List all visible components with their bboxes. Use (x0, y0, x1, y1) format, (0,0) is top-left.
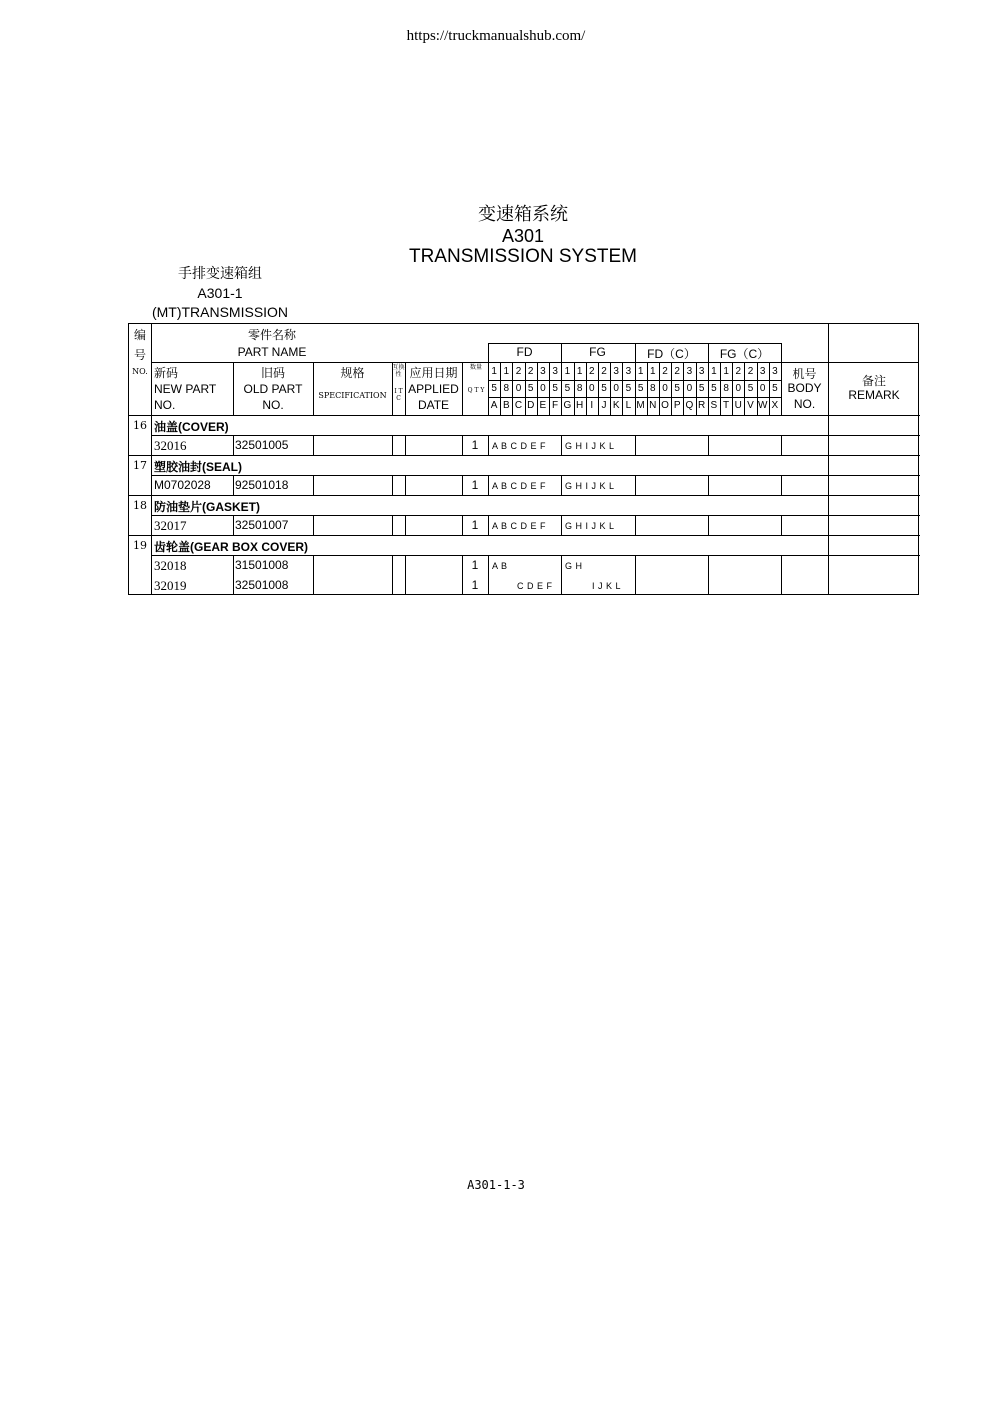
model-digit-top: 3 (772, 366, 778, 377)
model-letter: L (625, 400, 632, 411)
model-digit-bottom: 5 (637, 383, 644, 394)
remark-header-en: REMARK (848, 388, 900, 402)
model-letter: F (552, 400, 559, 411)
model-letter: G (563, 400, 572, 411)
divider (313, 435, 314, 455)
date-header-en2: DATE (417, 398, 450, 412)
new-part-number: 32018 (154, 558, 187, 573)
old-part-number: 92501018 (235, 478, 289, 492)
divider (781, 555, 782, 595)
model-letter: B (502, 400, 510, 411)
model-digit-bottom: 0 (759, 383, 766, 394)
fg-applicability: I J K L (592, 581, 622, 591)
date-header-cn: 应用日期 (409, 366, 458, 380)
model-digit-bottom: 0 (613, 383, 619, 394)
divider (488, 475, 489, 495)
model-letter: N (649, 400, 657, 411)
model-letter: J (601, 400, 607, 411)
model-letter: H (575, 400, 584, 411)
model-digit-bottom: 0 (662, 383, 668, 394)
divider (561, 435, 562, 455)
divider (708, 555, 709, 595)
divider (151, 535, 152, 555)
model-letter: A (490, 400, 498, 411)
fg-applicability: G H I J K L (565, 441, 615, 451)
model-group-label: FD（C） (647, 347, 696, 361)
divider (561, 555, 562, 595)
model-digit-bottom: 5 (747, 383, 754, 394)
model-letter: M (636, 400, 645, 411)
fd-applicability: A B C D E F (492, 441, 547, 451)
model-letter: C (514, 400, 523, 411)
new-part-number: M0702028 (154, 478, 211, 492)
model-letter: V (747, 400, 754, 411)
model-letter: K (612, 400, 620, 411)
divider (313, 555, 314, 595)
row-divider (151, 555, 920, 556)
model-digit-top: 1 (503, 366, 510, 377)
page-number: A301-1-3 (467, 1178, 525, 1192)
model-letter: W (757, 400, 768, 411)
divider (151, 455, 152, 475)
divider (828, 495, 829, 515)
model-digit-top: 3 (625, 366, 632, 377)
body-header-en2: NO. (793, 397, 816, 411)
divider (488, 435, 489, 455)
model-digit-top: 2 (515, 366, 522, 377)
model-digit-top: 1 (723, 366, 729, 377)
group-part-name: 塑胶油封(SEAL) (154, 460, 242, 474)
row-divider (151, 435, 920, 436)
no-header-cn2: 号 (133, 348, 146, 362)
interchange-header-en: I T C (394, 388, 403, 402)
model-digit-top: 2 (674, 366, 680, 377)
divider (708, 515, 709, 535)
divider (635, 515, 636, 535)
model-letter: I (590, 400, 594, 411)
model-digit-top: 3 (686, 366, 693, 377)
divider (151, 435, 152, 455)
old-part-header-en2: NO. (262, 398, 284, 412)
divider (405, 515, 406, 535)
divider (708, 475, 709, 495)
title-english: TRANSMISSION SYSTEM (408, 246, 638, 267)
group-number: 16 (133, 419, 147, 432)
group-divider (129, 495, 920, 496)
model-letter: S (710, 400, 718, 411)
no-header-cn1: 编 (133, 328, 146, 342)
quantity: 1 (471, 558, 479, 572)
group-part-name: 油盖(COVER) (154, 420, 229, 434)
model-digit-top: 3 (552, 366, 558, 377)
row-divider (151, 515, 920, 516)
subtitle-code: A301-1 (197, 285, 243, 301)
spec-header-cn: 规格 (340, 366, 365, 380)
old-part-number: 32501005 (235, 438, 289, 452)
divider (313, 475, 314, 495)
divider (781, 515, 782, 535)
divider (828, 535, 829, 555)
old-part-header-en1: OLD PART (243, 382, 303, 396)
model-digit-top: 1 (564, 366, 571, 377)
divider (828, 415, 829, 435)
model-digit-bottom: 0 (735, 383, 742, 394)
page-title (370, 204, 676, 268)
divider (392, 555, 393, 595)
divider (561, 515, 562, 535)
group-part-name: 齿轮盖(GEAR BOX COVER) (154, 540, 309, 554)
divider (151, 495, 152, 515)
model-digit-bottom: 8 (723, 383, 729, 394)
model-letter: D (527, 400, 535, 411)
model-digit-top: 2 (527, 366, 534, 377)
old-part-header-cn: 旧码 (260, 366, 285, 380)
divider (828, 455, 829, 475)
subtitle-chinese: 手排变速箱组 (178, 266, 262, 282)
parts-table (128, 323, 919, 595)
group-divider (129, 415, 920, 416)
model-digit-bottom: 5 (698, 383, 705, 394)
spec-header-en: SPECIFICATION (318, 391, 387, 400)
new-part-header-cn: 新码 (154, 366, 179, 380)
divider (405, 555, 406, 595)
model-digit-bottom: 0 (540, 383, 546, 394)
model-digit-bottom: 5 (625, 383, 632, 394)
old-part-number: 32501007 (235, 518, 289, 532)
model-digit-top: 1 (637, 366, 644, 377)
divider (488, 515, 489, 535)
model-group-label: FD (516, 345, 533, 359)
model-letter: X (771, 400, 779, 411)
divider (708, 435, 709, 455)
fd-applicability: A B C D E F (492, 521, 547, 531)
title-chinese: 变速箱系统 (478, 204, 568, 225)
divider (151, 324, 152, 415)
divider (151, 515, 152, 535)
model-letter: R (697, 400, 706, 411)
group-divider (129, 535, 920, 536)
source-url[interactable]: https://truckmanualshub.com/ (406, 28, 586, 44)
divider (561, 475, 562, 495)
model-group-label: FG（C） (719, 347, 770, 361)
date-header-en1: APPLIED (408, 382, 459, 396)
divider (635, 475, 636, 495)
divider (151, 555, 152, 595)
model-digit-top: 1 (576, 366, 583, 377)
divider (828, 555, 829, 595)
row-divider (151, 475, 920, 476)
model-digit-bottom: 0 (515, 383, 522, 394)
divider (781, 475, 782, 495)
model-digit-top: 2 (747, 366, 754, 377)
body-header-cn: 机号 (792, 367, 817, 381)
divider (392, 435, 393, 455)
quantity: 1 (471, 518, 479, 532)
model-digit-top: 2 (601, 366, 607, 377)
group-number: 18 (133, 499, 147, 512)
model-letter: T (723, 400, 730, 411)
model-digit-top: 3 (613, 366, 619, 377)
old-part-number: 31501008 (235, 558, 289, 572)
divider (313, 515, 314, 535)
model-digit-bottom: 5 (674, 383, 680, 394)
model-digit-top: 1 (711, 366, 717, 377)
model-digit-top: 1 (650, 366, 656, 377)
model-digit-bottom: 8 (650, 383, 656, 394)
model-digit-top: 3 (540, 366, 546, 377)
group-part-name: 防油垫片(GASKET) (154, 500, 260, 514)
fg-applicability: G H I J K L (565, 521, 615, 531)
new-part-header-en2: NO. (154, 398, 176, 412)
fg-applicability: G H (565, 561, 583, 571)
fd-applicability: C D E F (517, 581, 553, 591)
model-digit-top: 2 (735, 366, 742, 377)
model-digit-top: 1 (491, 366, 497, 377)
group-number: 17 (133, 459, 147, 472)
new-part-header-en1: NEW PART (154, 382, 217, 396)
model-digit-bottom: 5 (527, 383, 534, 394)
title-code: A301 (501, 226, 545, 246)
body-header-en1: BODY (787, 381, 822, 395)
interchange-header-cn: 互换性 (392, 364, 405, 378)
divider (828, 515, 829, 535)
remark-header-cn: 备注 (861, 374, 886, 388)
model-digit-bottom: 5 (491, 383, 497, 394)
model-digit-top: 2 (662, 366, 668, 377)
model-digit-bottom: 5 (564, 383, 571, 394)
qty-header-en: Q T Y (467, 387, 485, 394)
model-letter: U (734, 400, 742, 411)
divider (392, 475, 393, 495)
model-group-label: FG (589, 345, 606, 359)
no-header-en: NO. (132, 367, 148, 376)
new-part-number: 32017 (154, 518, 187, 533)
model-digit-top: 3 (698, 366, 705, 377)
divider (233, 475, 234, 495)
model-digit-top: 2 (589, 366, 595, 377)
model-letter: Q (685, 400, 694, 411)
model-digit-bottom: 5 (552, 383, 558, 394)
section-subtitle (140, 264, 300, 322)
model-digit-bottom: 5 (601, 383, 607, 394)
divider (635, 435, 636, 455)
model-letter: O (661, 400, 669, 411)
divider (462, 362, 463, 415)
new-part-number: 32016 (154, 438, 187, 453)
divider (781, 435, 782, 455)
model-digit-bottom: 8 (576, 383, 583, 394)
group-divider (129, 455, 920, 456)
divider (405, 475, 406, 495)
fd-applicability: A B (492, 561, 508, 571)
qty-header-cn: 数量 (469, 364, 482, 371)
divider (488, 555, 489, 595)
divider (405, 435, 406, 455)
divider (151, 362, 919, 363)
divider (828, 475, 829, 495)
model-digit-bottom: 5 (711, 383, 717, 394)
divider (151, 415, 152, 435)
fg-applicability: G H I J K L (565, 481, 615, 491)
model-digit-bottom: 0 (686, 383, 693, 394)
fd-applicability: A B C D E F (492, 481, 547, 491)
divider (392, 515, 393, 535)
model-digit-bottom: 5 (772, 383, 778, 394)
divider (233, 435, 234, 455)
model-digit-bottom: 8 (503, 383, 510, 394)
subtitle-english: (MT)TRANSMISSION (151, 304, 289, 320)
part-name-header-en: PART NAME (237, 345, 307, 359)
divider (635, 555, 636, 595)
new-part-number: 32019 (154, 578, 187, 593)
old-part-number: 32501008 (235, 578, 289, 592)
model-letter: P (673, 400, 681, 411)
quantity: 1 (471, 578, 479, 592)
quantity: 1 (471, 438, 479, 452)
quantity: 1 (471, 478, 479, 492)
model-letter: E (539, 400, 547, 411)
model-digit-bottom: 0 (589, 383, 595, 394)
part-name-header-cn: 零件名称 (247, 328, 296, 342)
group-number: 19 (133, 539, 147, 552)
divider (233, 555, 234, 595)
divider (233, 515, 234, 535)
model-digit-top: 3 (759, 366, 766, 377)
divider (828, 435, 829, 455)
divider (151, 475, 152, 495)
